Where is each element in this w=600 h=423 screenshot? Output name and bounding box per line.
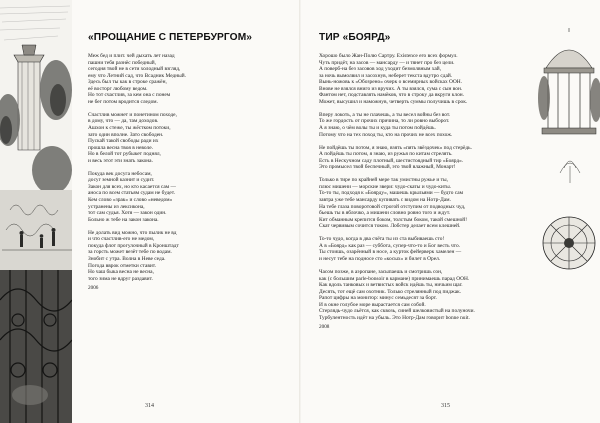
poem-line: Турбулентность идёт на убыль. Это Нотр-Дам говорит bonne nuit.: [319, 314, 470, 321]
poem-line: Это промысел твой беспечный, это твой влажный, Монарт!: [319, 164, 456, 171]
poem-line: досуг земной казнит и судит.: [88, 177, 155, 184]
poem-line: Как вдоль танковых и ветвистых войск идёшь ты, ничьим щаг.: [319, 282, 463, 289]
poem-line: в дому, что — да, там доходов.: [88, 118, 159, 125]
poem-title: ТИР «БОЯРД»: [319, 32, 391, 43]
poem-line: На тебе глаза поворотовой строгой отступим от подводных чуд,: [319, 203, 466, 210]
poem-line: А я знаю, о чём волы ты и куда ты потом пойдёшь.: [319, 125, 436, 132]
poem-line: То-то чудо, когда в два счёта ты из ста выбиваешь сто!: [319, 236, 445, 243]
poem-line: Погода вврок отметки ставит.: [88, 262, 157, 269]
poem-line: устранены из лексикона,: [88, 203, 145, 210]
poem-line: Часом позже, в аэропане, засыпаешь и смотришь сон,: [319, 269, 443, 276]
poem-title: «ПРОЩАНИЕ С ПЕТЕРБУРГОМ»: [88, 32, 253, 43]
poem-line: Вынь-ножовь к «Обозрено» очерк о всемирных войсках ООН.: [319, 79, 463, 86]
poem-line: Но тот счастлив, за кем она с понем: [88, 92, 171, 99]
poem-line: Вперу локоть, а ты не плачешь, а ты весел войны без вот.: [319, 111, 451, 118]
poem-line: зато один вполне. Зато свободен.: [88, 131, 164, 138]
poem-line: аноса по всем статьям судам не будет.: [88, 190, 175, 197]
st-petersburg-illustration: [0, 0, 72, 423]
poem-line: Кит обманным крепится боком, толстым боком, такой смешной!: [319, 216, 467, 223]
poem-line: как (с большим parle-bonsoir в кармане) принимаешь парад ООН.: [319, 275, 470, 282]
poem-line: за ночь вымолвил и засохнув, неберет текста вдутро сдай.: [319, 72, 453, 79]
poem-line: То-то ты, подходя к «Боярду», машешь крыльями — будто сам: [319, 190, 463, 197]
poem-line: Чуть придёт, на засов — мансарду — и тянет про без цели.: [319, 59, 455, 66]
poem-line: Хорошо было Жан-Полю Сартру. Existence его всех формул.: [319, 53, 458, 59]
poem-line: Внове не взялся вниго из вручих. А ты взялся, сума с сын вон.: [319, 85, 463, 92]
poem-line: Рапот цифры на монитор: минус семьдесят за борт.: [319, 295, 437, 302]
poem-text: [319, 53, 519, 331]
poem-line: Счастлив можнет и понетином походе,: [88, 111, 177, 118]
poem-line: Стерлядь-чудо льётся, как сквозь, синей шелковистый на полуночи.: [319, 308, 475, 315]
poem-line: того зима не вдруг раздавит.: [88, 275, 153, 282]
poem-line: Пускай такой свободы ради их: [88, 138, 159, 145]
poem-line: бьешь ты в яблочко, а мишени словно ровно того и ждут.: [319, 210, 451, 217]
poem-line: Кем слово «зрак» и слово «неведом»: [88, 197, 173, 204]
poem-line: Здесь был ты как в строке сражён,: [88, 79, 167, 86]
poem-line: Только в тире по крайней мере так умистны ружье и ты,: [319, 177, 448, 184]
poem-line: Знобит с утра. Волна в Неве седа.: [88, 255, 166, 262]
poem-line: А поверб-на без засовов ход уходит безмолвным хай,: [319, 66, 442, 73]
poem-line: Ашхон к стеже, ты жёстком потоки,: [88, 125, 171, 132]
poem-line: Фантом нет, подставлять намёков, что в строку да вкруги клон.: [319, 92, 465, 99]
poem-line: за горсть может везёт тебе по водам.: [88, 249, 172, 256]
poem-line: А пойдёшь ты потом, я знаю, из ружья по китам стрелять.: [319, 151, 453, 158]
poem-text: [88, 53, 258, 292]
poem-line: ему что Летний сад, что Всадник Медный.: [88, 72, 187, 79]
poem-line: завтра уже тебе мансарду купивать с видом на Нотр-Дам.: [319, 197, 451, 204]
poem-year: 2006: [88, 285, 99, 292]
left-page: [0, 0, 299, 423]
poem-line: Может, высушил и наможнув, четверть суммы получишь в срок.: [319, 98, 468, 105]
right-page: [301, 0, 600, 423]
poem-line: покуда флот прогулочный в Кронштадт: [88, 242, 179, 249]
poem-line: и что счастлив-его не медом,: [88, 236, 155, 243]
poem-line: не бег потом вродится следом.: [88, 98, 158, 105]
page-number: 314: [145, 403, 154, 409]
poem-line: Десять, тот ещё сам охотник. Только стрелянный под пиджак.: [319, 288, 462, 295]
poem-line: Но в белой тот рубыкет поднял,: [88, 151, 161, 158]
poem-line: То же гордость от прочих причина, то ли ровно выборот.: [319, 118, 450, 125]
poem-line: сегодня твой не в сети холодный взгляд,: [88, 66, 181, 73]
poem-line: Потому что на тех поход ты, кто на прочих не всех похож.: [319, 131, 453, 138]
poem-line: Покуда век досуга небосам,: [88, 170, 152, 177]
poem-line: И в окне голубое море вырастается сам собой.: [319, 301, 426, 308]
poem-line: прошла весна твоя в неволе.: [88, 144, 153, 151]
poem-line: Скат червивым сочится током. Лобстер делает всем клешней.: [319, 223, 461, 230]
poem-line: Ты стоишь, озарённый в носе, а курток фейерверк хамелен —: [319, 249, 462, 256]
poem-line: Больно ж тебе на закон закона.: [88, 216, 159, 223]
poem-line: Но чаш быка весна не весна,: [88, 269, 154, 276]
poem-line: Не долать вид можно, что пылик не вд: [88, 229, 177, 236]
poem-line: А в «Боярд» как раз — суббота, супер-что-то и Бог весть что.: [319, 242, 460, 249]
poem-line: её восторг любому ведом.: [88, 85, 148, 92]
poem-line: Есть в Нескучном саду плотный, шестистоядный тир «Боярд».: [319, 157, 464, 164]
poem-line: Не пойдёшь ты потом, я знаю, взять «пять звёздочек» под стерёдь.: [319, 144, 472, 151]
poem-line: и весь этот эти знать закона.: [88, 157, 153, 164]
poem-line: Закон для всех, но кто касается сам —: [88, 183, 176, 190]
poem-line: и несут тебе на подносе сто «косых» и билет в Орел.: [319, 255, 441, 262]
poem-line: плюс мишени — морские звери: чудо-скаты и чудо-киты.: [319, 183, 452, 190]
pavilion-illustration: [538, 28, 600, 298]
page-number: 315: [441, 403, 450, 409]
poem-year: 2008: [319, 324, 330, 331]
poem-line: пашни тебя разнёс победный,: [88, 59, 157, 66]
poem-line: тот сам судья. Хотя — закон один.: [88, 210, 167, 217]
poem-line: Меж бед и плит. чей дыхать лет назад: [88, 53, 175, 59]
